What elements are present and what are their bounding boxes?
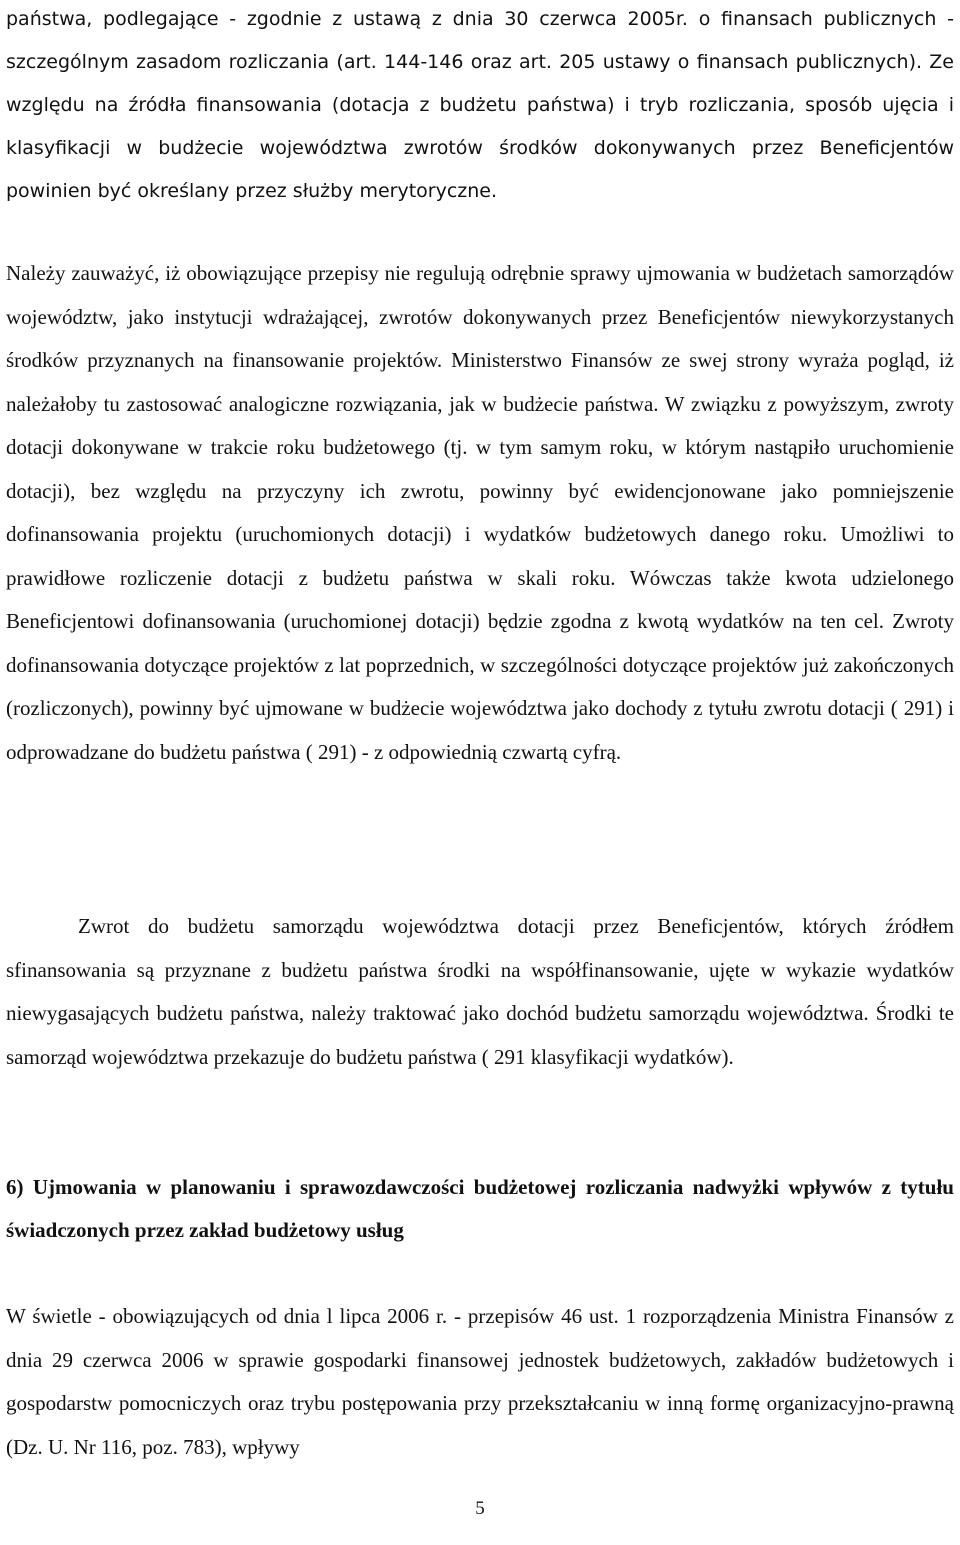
- paragraph-budget-return: Zwrot do budżetu samorządu województwa dotacji przez Beneficjentów, których źródłem sfinansowania są przyznane z budżetu państwa środki na współfinansowanie, ujęte w wykazie wydatków niewygasających budżetu państwa, należy traktować jako dochód budżetu samorządu województwa. Środki te samorząd województwa przekazuje do budżetu państwa ( 291 klasyfikacji wydatków).: [6, 914, 954, 1069]
- section-heading: 6) Ujmowania w planowaniu i sprawozdawczości budżetowej rozliczania nadwyżki wpływów z tytułu świadczonych przez zakład budżetowy usług: [6, 1175, 954, 1242]
- page-number: 5: [475, 1498, 485, 1519]
- paragraph-refunds: Należy zauważyć, iż obowiązujące przepisy nie regulują odrębnie sprawy ujmowania w budżetach samorządów województw, jako instytucji wdrażającej, zwrotów dokonywanych przez Beneficjentów niewykorzystanych środków przyznanych na finansowanie projektów. Ministerstwo Finansów ze swej strony wyraża pogląd, iż należałoby tu zastosować analogiczne rozwiązania, jak w budżecie państwa. W związku z powyższym, zwroty dotacji dokonywane w trakcie roku budżetowego (tj. w tym samym roku, w którym nastąpiło uruchomienie dotacji), bez względu na przyczyny ich zwrotu, powinny być ewidencjonowane jako pomniejszenie dofinansowania projektu (uruchomionych dotacji) i wydatków budżetowych danego roku. Umożliwi to prawidłowe rozliczenie dotacji z budżetu państwa w skali roku. Wówczas także kwota udzielonego Beneficjentowi dofinansowania (uruchomionej dotacji) będzie zgodna z kwotą wydatków na ten cel. Zwroty dofinansowania dotyczące projektów z lat poprzednich, w szczególności dotyczące projektów już zakończonych (rozliczonych), powinny być ujmowane w budżecie województwa jako dochody z tytułu zwrotu dotacji ( 291) i odprowadzane do budżetu państwa ( 291) - z odpowiednią czwartą cyfrą.: [6, 261, 954, 764]
- paragraph-regulation: W świetle - obowiązujących od dnia l lipca 2006 r. - przepisów 46 ust. 1 rozporządzenia Ministra Finansów z dnia 29 czerwca 2006 w sprawie gospodarki finansowej jednostek budżetowych, zakładów budżetowych i gospodarstw pomocniczych oraz trybu postępowania przy przekształcaniu w inną formę organizacyjno-prawną (Dz. U. Nr 116, poz. 783), wpływy: [6, 1304, 954, 1459]
- intro-paragraph: państwa, podlegające - zgodnie z ustawą z dnia 30 czerwca 2005r. o finansach publicznych - szczególnym zasadom rozliczania (art. 144-146 oraz art. 205 ustawy o finansach publicznych). Ze względu na źródła finansowania (dotacja z budżetu państwa) i tryb rozliczania, sposób ujęcia i klasyfikacji w budżecie województwa zwrotów środków dokonywanych przez Beneficjentów powinien być określany przez służby merytoryczne.: [6, 8, 954, 202]
